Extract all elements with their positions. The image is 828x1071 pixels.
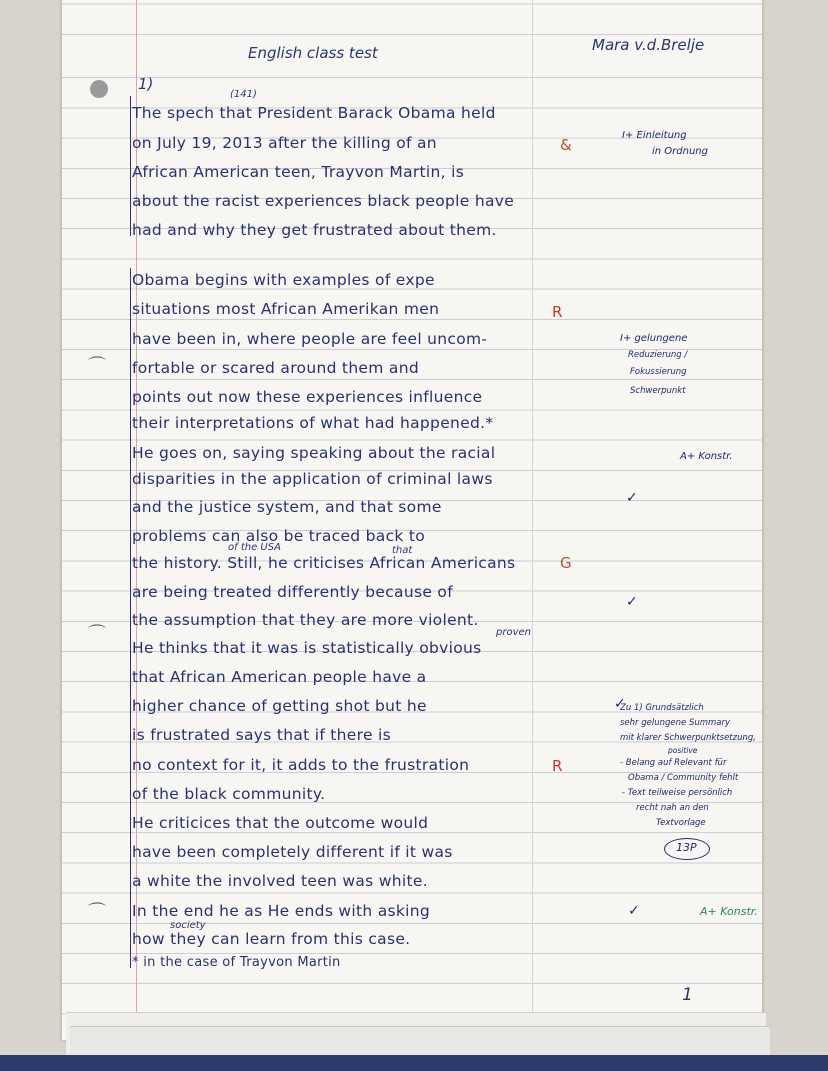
- essay-line: of the black community.: [132, 785, 326, 803]
- insertion-society: society: [170, 920, 206, 931]
- word-count-note: (141): [230, 89, 257, 100]
- essay-line: He thinks that it was is statistically obvious: [132, 639, 482, 657]
- essay-line: The spech that President Barack Obama held: [132, 104, 496, 122]
- essay-line: that African American people have a: [132, 668, 427, 686]
- margin-note: sehr gelungene Summary: [620, 718, 731, 728]
- essay-line: higher chance of getting shot but he: [132, 697, 427, 715]
- margin-squiggle-icon: ⌒: [88, 356, 106, 377]
- essay-line: He criticices that the outcome would: [132, 814, 429, 832]
- essay-line: fortable or scared around them and: [132, 359, 419, 377]
- check-mark: ✓: [626, 490, 638, 506]
- test-title: English class test: [248, 44, 378, 62]
- essay-line: are being treated differently because of: [132, 583, 453, 601]
- margin-note: A+ Konstr.: [700, 905, 758, 918]
- insertion-that: that: [392, 545, 413, 556]
- correction-mark: R: [552, 303, 563, 321]
- margin-note: Obama / Community fehlt: [628, 773, 739, 783]
- essay-line: and the justice system, and that some: [132, 498, 442, 516]
- insertion-of-the-usa: of the USA: [228, 542, 281, 553]
- essay-line: the assumption that they are more violent.: [132, 611, 479, 629]
- margin-note: - Text teilweise persönlich: [622, 788, 733, 798]
- essay-line: how they can learn from this case.: [132, 930, 411, 948]
- margin-note: I+ gelungene: [620, 333, 688, 344]
- essay-line: about the racist experiences black people have: [132, 192, 515, 210]
- author-name: Mara v.d.Brelje: [592, 36, 705, 54]
- footnote-line: * in the case of Trayvon Martin: [132, 955, 341, 970]
- check-mark: ✓: [614, 696, 626, 712]
- essay-line: had and why they get frustrated about them.: [132, 221, 497, 239]
- margin-note: I+ Einleitung: [622, 130, 687, 141]
- essay-line: situations most African Amerikan men: [132, 300, 440, 318]
- page-number: 1: [682, 985, 693, 1005]
- essay-line: He goes on, saying speaking about the racial: [132, 444, 496, 462]
- margin-note: in Ordnung: [652, 146, 708, 157]
- margin-note: Fokussierung: [630, 367, 687, 377]
- margin-squiggle-icon: ⌒: [88, 624, 106, 645]
- essay-line: no context for it, it adds to the frustration: [132, 756, 470, 774]
- margin-note: recht nah an den: [636, 803, 709, 813]
- margin-note: mit klarer Schwerpunktsetzung,: [620, 733, 756, 743]
- essay-line: In the end he as He ends with asking: [132, 902, 431, 920]
- insertion-proven: proven: [496, 627, 531, 638]
- essay-line: have been completely different if it was: [132, 843, 453, 861]
- essay-line: on July 19, 2013 after the killing of an: [132, 134, 437, 152]
- correction-mark: G: [560, 554, 572, 572]
- margin-squiggle-icon: ⌒: [88, 902, 106, 923]
- margin-note: Schwerpunkt: [630, 386, 686, 396]
- check-mark: ✓: [626, 594, 638, 610]
- score: 13P: [676, 841, 697, 854]
- question-number: 1): [138, 75, 154, 93]
- essay-line: is frustrated says that if there is: [132, 726, 392, 744]
- essay-line: points out now these experiences influence: [132, 388, 483, 406]
- correction-mark: &: [560, 136, 572, 154]
- margin-note: A+ Konstr.: [680, 451, 733, 462]
- background-strip: [0, 1055, 828, 1071]
- essay-line: Obama begins with examples of expe: [132, 271, 435, 289]
- essay-line: their interpretations of what had happened.*: [132, 414, 494, 432]
- margin-note: Reduzierung /: [628, 350, 688, 360]
- margin-note: Zu 1) Grundsätzlich: [620, 703, 704, 713]
- essay-line: have been in, where people are feel uncom-: [132, 330, 488, 348]
- margin-note: Textvorlage: [656, 818, 706, 828]
- correction-margin-line: [532, 0, 533, 1040]
- correction-mark: R: [552, 757, 563, 775]
- essay-line: African American teen, Trayvon Martin, is: [132, 163, 465, 181]
- margin-note: - Belang auf Relevant für: [620, 758, 727, 768]
- punch-hole: [90, 80, 108, 98]
- margin-note: positive: [668, 746, 698, 755]
- essay-line: the history. Still, he criticises African Americans: [132, 554, 516, 572]
- essay-line: a white the involved teen was white.: [132, 872, 428, 890]
- check-mark: ✓: [628, 903, 640, 919]
- essay-line: problems can also be traced back to: [132, 527, 426, 545]
- essay-line: disparities in the application of criminal laws: [132, 470, 493, 488]
